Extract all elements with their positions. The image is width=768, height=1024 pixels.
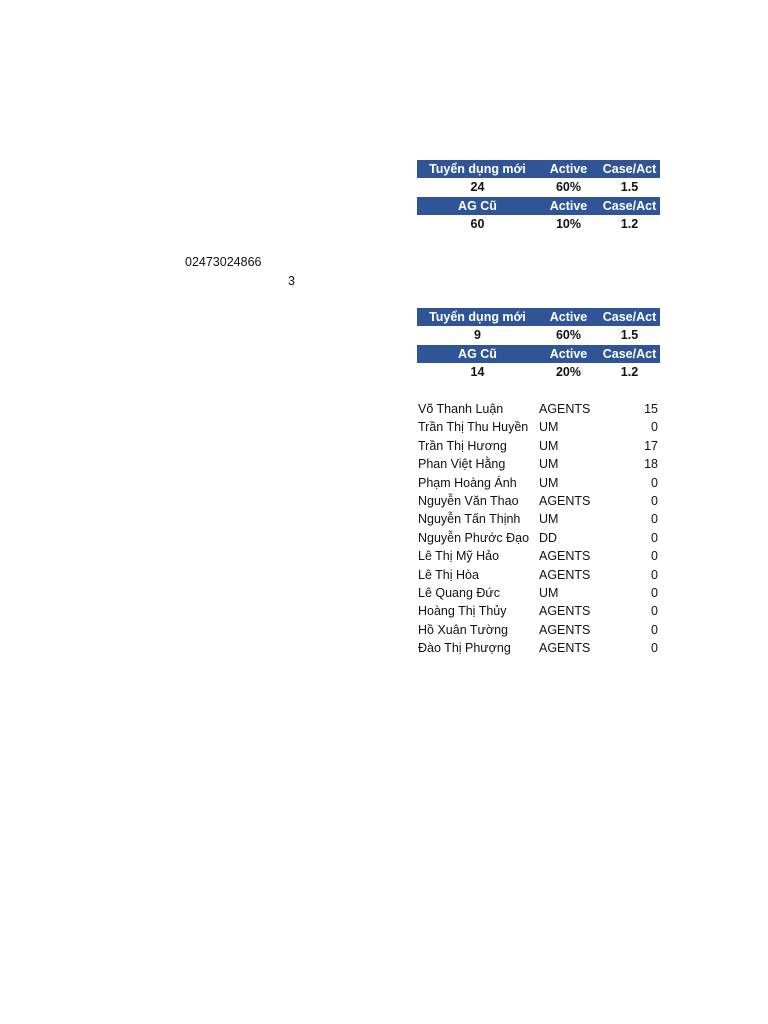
group1-old-header-row: [417, 197, 660, 215]
staff-name-cell[interactable]: Phạm Hoàng Ánh: [418, 475, 517, 490]
group2-old-values-row: [417, 363, 660, 381]
staff-name-cell[interactable]: Đào Thị Phượng: [418, 641, 511, 656]
value-cell-active[interactable]: 20%: [555, 365, 582, 379]
staff-row: [418, 529, 660, 547]
staff-row: [418, 418, 660, 436]
value-cell-new-recruit[interactable]: 24: [470, 180, 485, 194]
staff-row: [418, 400, 660, 418]
staff-row: [418, 602, 660, 620]
staff-count-cell[interactable]: 15: [644, 402, 658, 416]
staff-role-cell[interactable]: UM: [539, 512, 559, 527]
value-cell-case-act[interactable]: 1.2: [620, 365, 639, 379]
staff-name-cell[interactable]: Trần Thị Thu Huyền: [418, 420, 529, 435]
header-cell-active[interactable]: Active: [549, 310, 588, 324]
staff-count-cell[interactable]: 18: [644, 457, 658, 472]
staff-row: [418, 621, 660, 639]
header-cell-active[interactable]: Active: [549, 199, 588, 213]
header-cell-new-recruit[interactable]: Tuyển dụng mới: [429, 310, 526, 324]
value-cell-new-recruit[interactable]: 9: [474, 328, 481, 342]
staff-count-cell[interactable]: 17: [644, 438, 658, 453]
number-note-cell[interactable]: 3: [288, 274, 295, 288]
staff-row: [418, 510, 660, 528]
value-cell-old-agents[interactable]: 14: [470, 365, 485, 379]
staff-row: [418, 474, 660, 492]
staff-role-cell[interactable]: UM: [539, 438, 559, 453]
value-cell-active[interactable]: 10%: [555, 217, 582, 231]
staff-row: [418, 492, 660, 510]
staff-role-cell[interactable]: AGENTS: [539, 549, 591, 564]
staff-role-cell[interactable]: AGENTS: [539, 604, 591, 619]
header-cell-case-act[interactable]: Case/Act: [602, 162, 657, 176]
group2-old-header-row: [417, 345, 660, 363]
header-cell-case-act[interactable]: Case/Act: [602, 347, 657, 361]
value-cell-old-agents[interactable]: 60: [470, 217, 485, 231]
value-cell-case-act[interactable]: 1.5: [620, 328, 639, 342]
staff-role-cell[interactable]: AGENTS: [539, 494, 591, 508]
header-cell-active[interactable]: Active: [549, 347, 588, 361]
staff-role-cell[interactable]: AGENTS: [539, 402, 591, 416]
staff-row: [418, 566, 660, 584]
staff-row: [418, 584, 660, 602]
group2-new-header-row: [417, 308, 660, 326]
staff-role-cell[interactable]: UM: [539, 475, 559, 490]
staff-name-cell[interactable]: Nguyễn Văn Thao: [418, 494, 519, 508]
group1-old-values-row: [417, 215, 660, 233]
staff-row: [418, 547, 660, 565]
staff-name-cell[interactable]: Nguyễn Phước Đạo: [418, 530, 530, 545]
staff-count-cell[interactable]: 0: [651, 494, 658, 508]
value-cell-case-act[interactable]: 1.2: [620, 217, 639, 231]
staff-count-cell[interactable]: 0: [651, 622, 658, 637]
value-cell-case-act[interactable]: 1.5: [620, 180, 639, 194]
group1-new-values-row: [417, 178, 660, 196]
group1-new-header-row: [417, 160, 660, 178]
staff-role-cell[interactable]: UM: [539, 420, 559, 435]
header-cell-case-act[interactable]: Case/Act: [602, 310, 657, 324]
staff-count-cell[interactable]: 0: [651, 586, 658, 600]
group2-new-values-row: [417, 326, 660, 344]
header-cell-old-agents[interactable]: AG Cũ: [458, 347, 497, 361]
staff-row: [418, 437, 660, 455]
staff-count-cell[interactable]: 0: [651, 604, 658, 619]
staff-name-cell[interactable]: Hoàng Thị Thủy: [418, 604, 507, 619]
staff-name-cell[interactable]: Phan Việt Hằng: [418, 457, 506, 472]
staff-name-cell[interactable]: Trần Thị Hương: [418, 438, 507, 453]
header-cell-old-agents[interactable]: AG Cũ: [458, 199, 497, 213]
staff-name-cell[interactable]: Lê Thị Mỹ Hảo: [418, 549, 500, 564]
staff-count-cell[interactable]: 0: [651, 530, 658, 545]
header-cell-case-act[interactable]: Case/Act: [602, 199, 657, 213]
phone-number-cell[interactable]: 02473024866: [185, 255, 262, 269]
staff-name-cell[interactable]: Hồ Xuân Tường: [418, 622, 508, 637]
staff-role-cell[interactable]: UM: [539, 586, 559, 600]
staff-name-cell[interactable]: Lê Thị Hòa: [418, 567, 479, 582]
staff-row: [418, 639, 660, 657]
staff-role-cell[interactable]: AGENTS: [539, 641, 591, 656]
staff-count-cell[interactable]: 0: [651, 475, 658, 490]
value-cell-active[interactable]: 60%: [555, 180, 582, 194]
staff-count-cell[interactable]: 0: [651, 549, 658, 564]
header-cell-active[interactable]: Active: [549, 162, 588, 176]
staff-row: [418, 455, 660, 473]
staff-name-cell[interactable]: Lê Quang Đức: [418, 586, 501, 600]
staff-count-cell[interactable]: 0: [651, 512, 658, 527]
staff-count-cell[interactable]: 0: [651, 641, 658, 656]
staff-role-cell[interactable]: DD: [539, 530, 558, 545]
staff-role-cell[interactable]: AGENTS: [539, 622, 591, 637]
staff-role-cell[interactable]: UM: [539, 457, 559, 472]
staff-count-cell[interactable]: 0: [651, 567, 658, 582]
header-cell-new-recruit[interactable]: Tuyển dụng mới: [429, 162, 526, 176]
staff-role-cell[interactable]: AGENTS: [539, 567, 591, 582]
staff-name-cell[interactable]: Nguyễn Tấn Thịnh: [418, 512, 521, 527]
staff-name-cell[interactable]: Võ Thanh Luận: [418, 402, 504, 416]
value-cell-active[interactable]: 60%: [555, 328, 582, 342]
staff-count-cell[interactable]: 0: [651, 420, 658, 435]
